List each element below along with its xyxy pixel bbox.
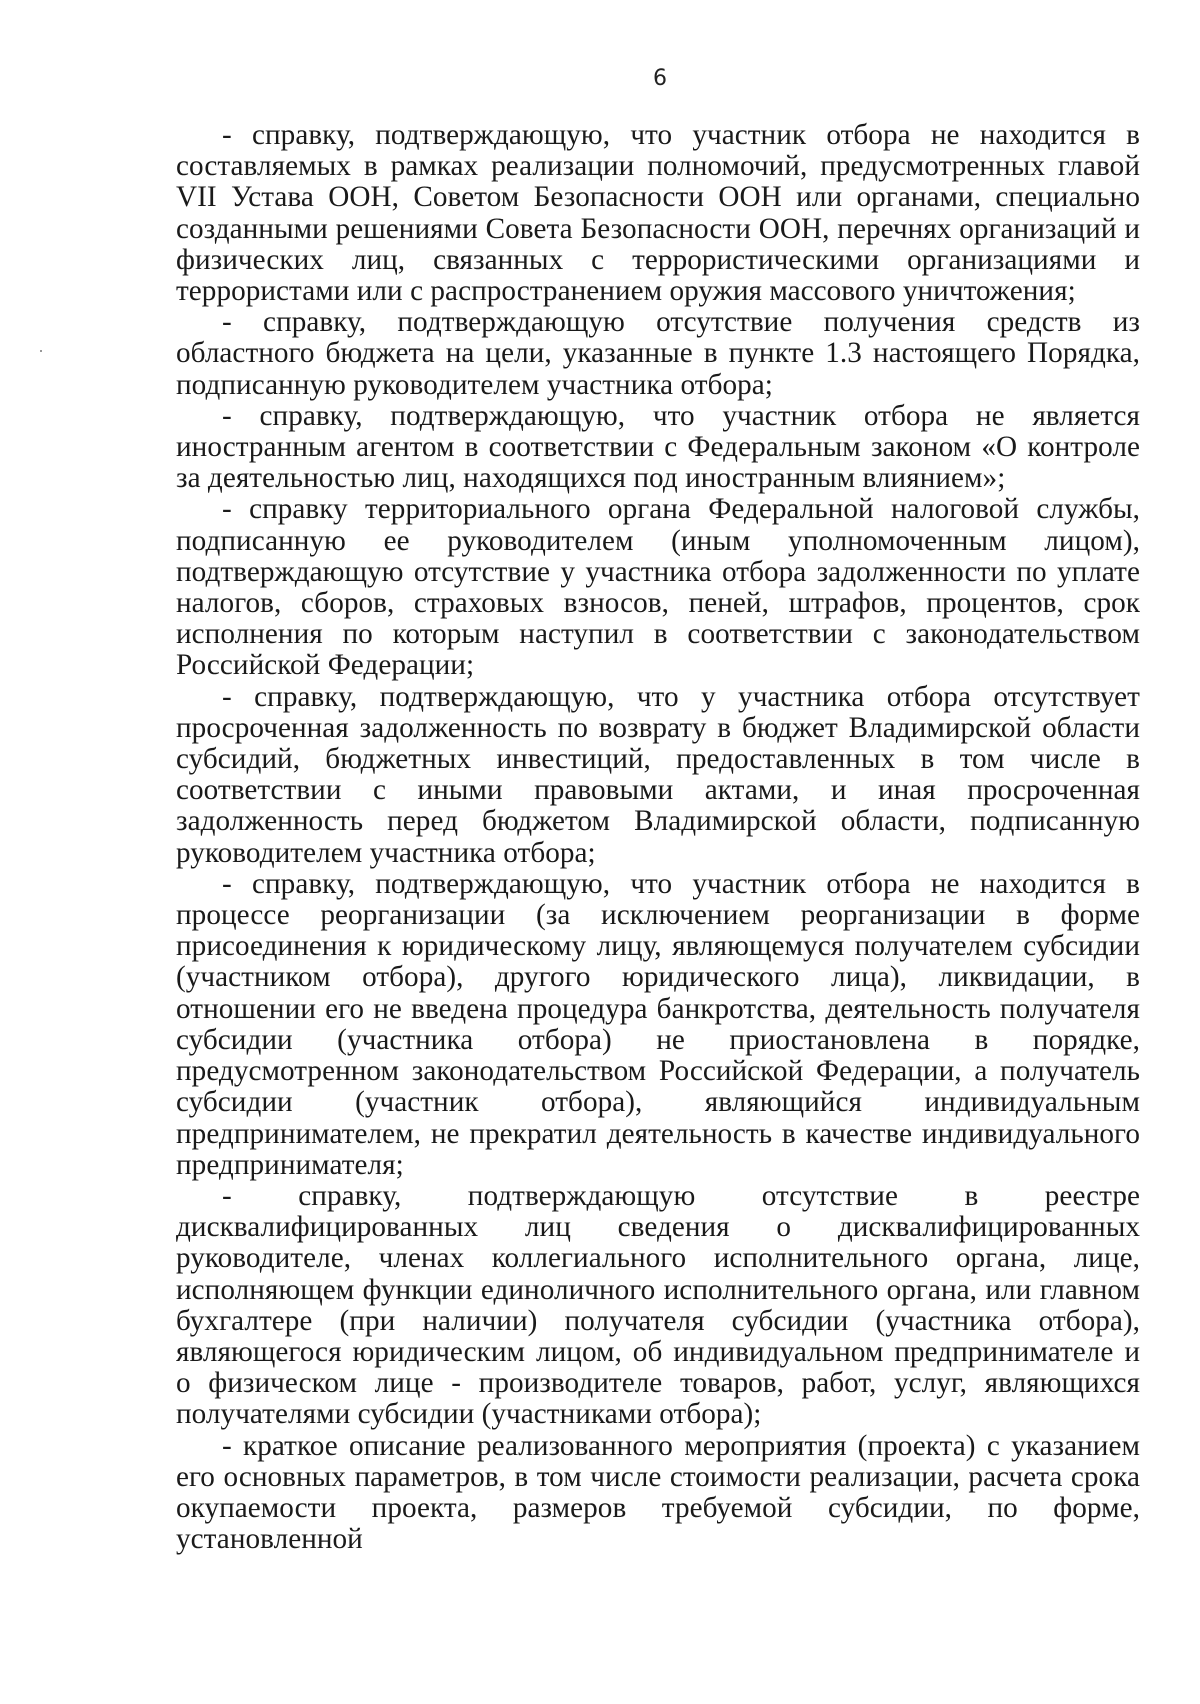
paragraph-certificate-tax-service: - справку территориального органа Федеральной налоговой службы, подписанную ее руководителем (иным уполномоченным лицом), подтверждающую отсутствие у участника отбора задолженности по уплате налогов, сборов, страховых взносов, пеней, штрафов, процентов, срок исполнения по которым наступил в соответствии с законодательством Российской Федерации; (176, 493, 1140, 682)
paragraph-project-description: - краткое описание реализованного мероприятия (проекта) с указанием его основных параметров, в том числе стоимости реализации, расчета срока окупаемости проекта, размеров требуемой субсидии, по форме, установленной (176, 1429, 1140, 1556)
paragraph-certificate-un-lists: - справку, подтверждающую, что участник отбора не находится в составляемых в рамках реализации полномочий, предусмотренных главой VII Устава ООН, Советом Безопасности ООН или органами, специально созданными решениями Совета Безопасности ООН, перечнях организаций и физических лиц, связанных с террористическими организациями и террористами или с распространением оружия массового уничтожения; (176, 119, 1140, 308)
paragraph-certificate-not-foreign-agent: - справку, подтверждающую, что участник отбора не является иностранным агентом в соответствии с Федеральным законом «О контроле за деятельностью лиц, находящихся под иностранным влиянием»; (176, 399, 1140, 495)
paragraph-certificate-disqualified-registry: - справку, подтверждающую отсутствие в реестре дисквалифицированных лиц сведения о дисквалифицированных руководителе, членах коллегиального исполнительного органа, лице, исполняющем функции единоличного исполнительного органа, или главном бухгалтере (при наличии) получателя субсидии (участника отбора), являющегося юридическим лицом, об индивидуальном предпринимателе и о физическом лице - производителе товаров, работ, услуг, являющихся получателями субсидии (участниками отбора); (176, 1179, 1140, 1431)
page-number: 6 (653, 66, 667, 91)
paragraph-certificate-no-reorganization: - справку, подтверждающую, что участник отбора не находится в процессе реорганизации (за исключением реорганизации в форме присоединения к юридическому лицу, являющемуся получателем субсидии (участником отбора), другого юридического лица), ликвидации, в отношении его не введена процедура банкротства, деятельность получателя субсидии (участника отбора) не приостановлена в порядке, предусмотренном законодательством Российской Федерации, а получатель субсидии (участник отбора), являющийся индивидуальным предпринимателем, не прекратил деятельность в качестве индивидуального предпринимателя; (176, 867, 1140, 1181)
paragraph-certificate-no-overdue-debt: - справку, подтверждающую, что у участника отбора отсутствует просроченная задолженность по возврату в бюджет Владимирской области субсидий, бюджетных инвестиций, предоставленных в том числе в соответствии с иными правовыми актами, и иная просроченная задолженность перед бюджетом Владимирской области, подписанную руководителем участника отбора; (176, 680, 1140, 869)
scan-speck (40, 350, 42, 352)
paragraph-certificate-no-regional-funds: - справку, подтверждающую отсутствие получения средств из областного бюджета на цели, указанные в пункте 1.3 настоящего Порядка, подписанную руководителем участника отбора; (176, 306, 1140, 401)
document-body (176, 120, 1140, 1555)
